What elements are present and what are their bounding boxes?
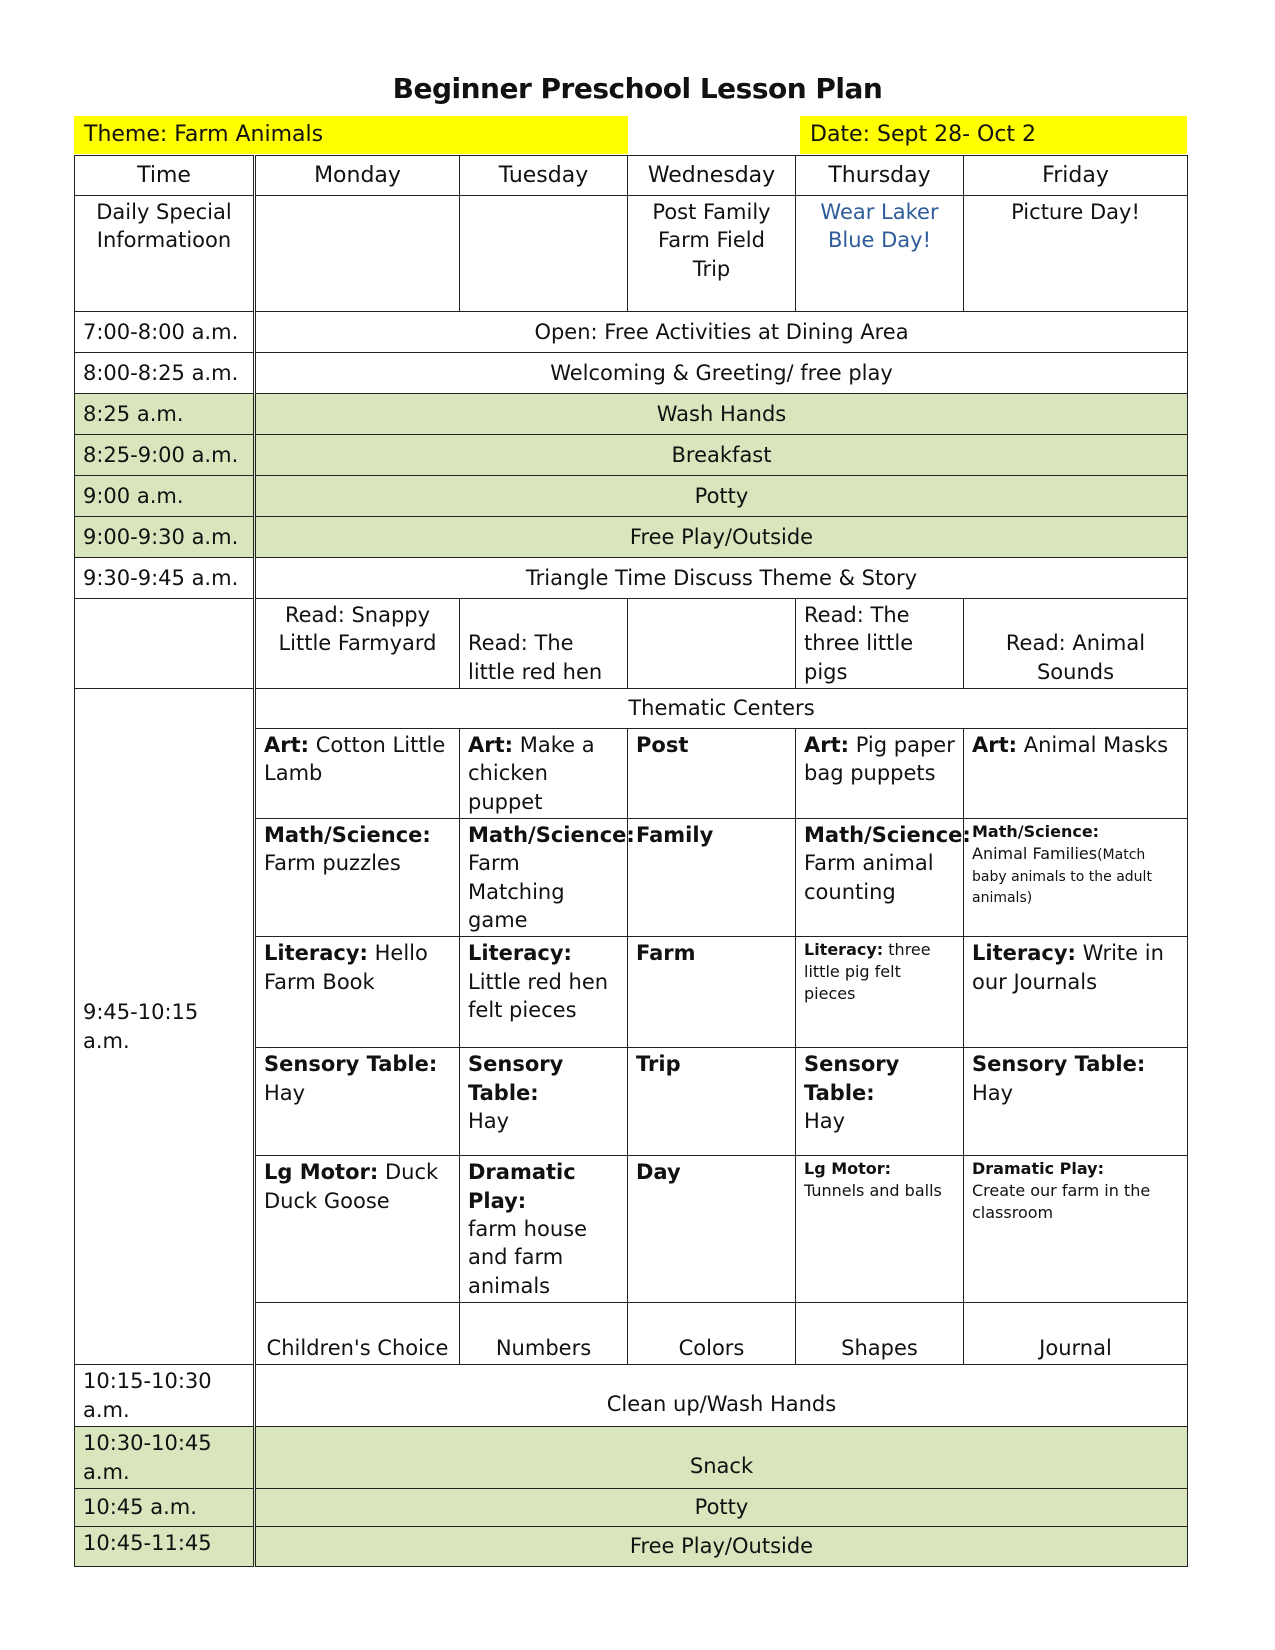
- choice-monday: Children's Choice: [255, 1303, 460, 1365]
- center-cell: [964, 937, 1188, 1048]
- center-cell: [964, 1156, 1188, 1303]
- special-info-label: Daily Special Informatioon: [75, 196, 255, 312]
- center-text: farm house and farm animals: [468, 1217, 587, 1298]
- date-label: Date: Sept 28- Oct 2: [800, 116, 1187, 154]
- center-cell: [255, 937, 460, 1048]
- header-monday: Monday: [255, 156, 460, 196]
- center-cell: [255, 729, 460, 819]
- center-cell: [628, 1156, 796, 1303]
- center-cell: [796, 937, 964, 1048]
- lesson-plan-table: [74, 155, 1188, 1567]
- center-label: Sensory Table:: [264, 1052, 438, 1077]
- reading-friday: Read: Animal Sounds: [964, 599, 1188, 689]
- center-label: Sensory Table:: [804, 1052, 900, 1105]
- center-text: Write in our Journals: [972, 941, 1164, 994]
- activity-cell: Triangle Time Discuss Theme & Story: [255, 558, 1188, 599]
- center-label: Math/Science:: [804, 823, 971, 848]
- center-label: Lg Motor:: [804, 1159, 892, 1179]
- time-cell: 8:25 a.m.: [75, 394, 255, 435]
- reading-thursday: Read: The three little pigs: [796, 599, 964, 689]
- center-text: Tunnels and balls: [804, 1181, 942, 1201]
- center-cell: [796, 1048, 964, 1156]
- schedule-row: [75, 517, 1188, 558]
- choice-thursday: Shapes: [796, 1303, 964, 1365]
- center-text: Animal Families: [972, 843, 1098, 863]
- time-cell: 9:00 a.m.: [75, 476, 255, 517]
- time-cell: 10:30-10:45 a.m.: [75, 1427, 255, 1489]
- center-text: Create our farm in the classroom: [972, 1181, 1151, 1222]
- schedule-row: [75, 312, 1188, 353]
- centers-heading: Thematic Centers: [255, 689, 1188, 729]
- schedule-row: [75, 476, 1188, 517]
- center-cell: [628, 1048, 796, 1156]
- schedule-row: [75, 435, 1188, 476]
- header-time: Time: [75, 156, 255, 196]
- header-thursday: Thursday: [796, 156, 964, 196]
- time-cell: 10:45 a.m.: [75, 1489, 255, 1527]
- center-text: Farm Matching game: [468, 851, 565, 933]
- center-label: Literacy:: [468, 941, 572, 966]
- center-note: (Match baby animals to the adult animals): [972, 846, 1152, 907]
- reading-monday: Read: Snappy Little Farmyard: [255, 599, 460, 689]
- center-label: Literacy:: [972, 941, 1076, 966]
- center-cell: [964, 729, 1188, 819]
- center-text: Pig paper bag puppets: [804, 733, 955, 786]
- schedule-row: [75, 1489, 1188, 1527]
- center-label: Sensory Table:: [972, 1052, 1146, 1077]
- center-label: Literacy:: [804, 940, 884, 960]
- activity-cell: Snack: [255, 1427, 1188, 1489]
- schedule-row: [75, 1427, 1188, 1489]
- special-tuesday: [460, 196, 628, 312]
- center-cell: [628, 729, 796, 819]
- header-friday: Friday: [964, 156, 1188, 196]
- header-tuesday: Tuesday: [460, 156, 628, 196]
- centers-time-cell: 9:45-10:15 a.m.: [75, 689, 255, 1365]
- center-cell: [796, 1156, 964, 1303]
- center-text: Animal Masks: [1023, 733, 1169, 758]
- schedule-row: [75, 353, 1188, 394]
- center-text: Hay: [264, 1080, 306, 1105]
- time-cell: 10:15-10:30 a.m.: [75, 1365, 255, 1427]
- schedule-row: [75, 558, 1188, 599]
- time-cell: 7:00-8:00 a.m.: [75, 312, 255, 353]
- center-cell: [460, 729, 628, 819]
- center-label: Art:: [264, 733, 310, 758]
- center-text: Duck Duck Goose: [264, 1160, 439, 1213]
- center-label: Farm: [636, 941, 696, 966]
- center-label: Dramatic Play:: [468, 1160, 576, 1213]
- header-wednesday: Wednesday: [628, 156, 796, 196]
- center-text: Hay: [804, 1109, 846, 1134]
- center-cell: [460, 1048, 628, 1156]
- activity-cell: Wash Hands: [255, 394, 1188, 435]
- special-thursday: Wear Laker Blue Day!: [796, 196, 964, 312]
- center-cell: [964, 819, 1188, 937]
- center-label: Trip: [636, 1052, 681, 1077]
- activity-cell: Breakfast: [255, 435, 1188, 476]
- center-label: Post: [636, 733, 689, 758]
- activity-cell: Free Play/Outside: [255, 1527, 1188, 1567]
- special-info-row: [75, 196, 1188, 312]
- center-label: Family: [636, 823, 714, 848]
- center-cell: [796, 819, 971, 937]
- center-cell: [796, 729, 964, 819]
- center-label: Art:: [468, 733, 514, 758]
- theme-label: Theme: Farm Animals: [74, 116, 628, 154]
- center-cell: [460, 937, 628, 1048]
- center-label: Lg Motor:: [264, 1160, 379, 1185]
- schedule-row: [75, 1527, 1188, 1567]
- time-cell: 8:00-8:25 a.m.: [75, 353, 255, 394]
- center-cell: [460, 1156, 628, 1303]
- center-text: Farm animal counting: [804, 851, 934, 904]
- activity-cell: Clean up/Wash Hands: [255, 1365, 1188, 1427]
- center-cell: [255, 1156, 460, 1303]
- choice-tuesday: Numbers: [460, 1303, 628, 1365]
- center-label: Math/Science:: [972, 822, 1100, 842]
- reading-wednesday: [628, 599, 796, 689]
- reading-time-cell: [75, 599, 255, 689]
- choice-wednesday: Colors: [628, 1303, 796, 1365]
- time-cell: 10:45-11:45: [75, 1527, 255, 1567]
- center-text: Cotton Little Lamb: [264, 733, 446, 786]
- activity-cell: Potty: [255, 476, 1188, 517]
- center-cell: [460, 819, 635, 937]
- activity-cell: Welcoming & Greeting/ free play: [255, 353, 1188, 394]
- center-label: Day: [636, 1160, 681, 1185]
- center-label: Dramatic Play:: [972, 1159, 1104, 1179]
- schedule-row: [75, 394, 1188, 435]
- center-label: Math/Science:: [468, 823, 635, 848]
- special-friday: Picture Day!: [964, 196, 1188, 312]
- reading-tuesday: Read: The little red hen: [460, 599, 628, 689]
- center-cell: [255, 1048, 460, 1156]
- center-text: Little red hen felt pieces: [468, 969, 609, 1023]
- center-text: Make a chicken puppet: [468, 733, 595, 814]
- center-text: three little pig felt pieces: [804, 940, 931, 1003]
- center-text: Hay: [468, 1109, 510, 1134]
- schedule-row: [75, 1365, 1188, 1427]
- time-cell: 8:25-9:00 a.m.: [75, 435, 255, 476]
- activity-cell: Free Play/Outside: [255, 517, 1188, 558]
- centers-heading-row: [75, 689, 1188, 729]
- center-text: Farm puzzles: [264, 851, 401, 876]
- special-wednesday: Post Family Farm Field Trip: [628, 196, 796, 312]
- center-label: Art:: [972, 733, 1018, 758]
- center-label: Sensory Table:: [468, 1052, 564, 1105]
- activity-cell: Open: Free Activities at Dining Area: [255, 312, 1188, 353]
- column-header-row: [75, 156, 1188, 196]
- activity-cell: Potty: [255, 1489, 1188, 1527]
- special-monday: [255, 196, 460, 312]
- reading-row: [75, 599, 1188, 689]
- page-title: Beginner Preschool Lesson Plan: [392, 72, 883, 105]
- center-text: Hay: [972, 1080, 1014, 1105]
- center-text: Hello Farm Book: [264, 941, 428, 994]
- center-cell: [964, 1048, 1188, 1156]
- center-label: Literacy:: [264, 941, 368, 966]
- center-label: Art:: [804, 733, 850, 758]
- center-cell: [628, 819, 796, 937]
- time-cell: 9:30-9:45 a.m.: [75, 558, 255, 599]
- choice-friday: Journal: [964, 1303, 1188, 1365]
- time-cell: 9:00-9:30 a.m.: [75, 517, 255, 558]
- center-cell: [628, 937, 796, 1048]
- center-label: Math/Science:: [264, 823, 431, 848]
- center-cell: [255, 819, 460, 937]
